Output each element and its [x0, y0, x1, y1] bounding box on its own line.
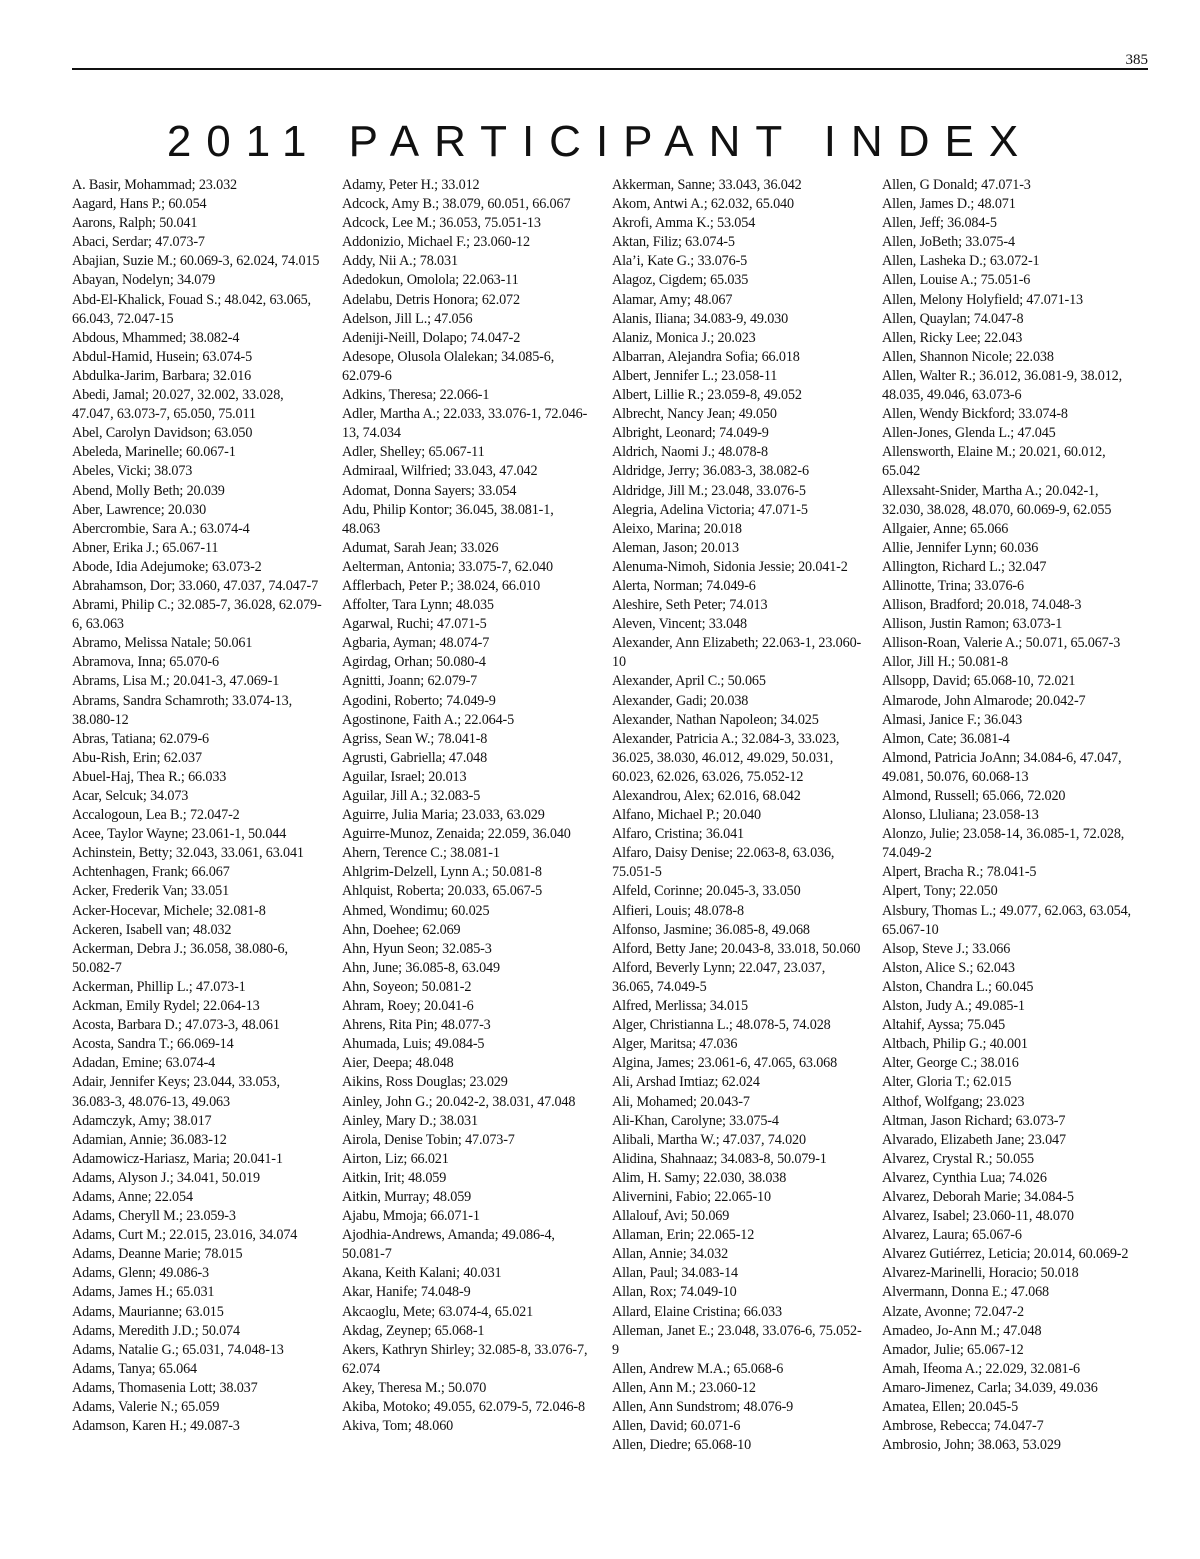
index-entry: Alenuma-Nimoh, Sidonia Jessie; 20.041-2 [612, 558, 848, 575]
index-entry: Akar, Hanife; 74.048-9 [342, 1284, 471, 1301]
index-entry: Aikins, Ross Douglas; 23.029 [342, 1074, 508, 1091]
index-entry: Alexander, Nathan Napoleon; 34.025 [612, 711, 819, 728]
index-entry: Alonso, Lluliana; 23.058-13 [882, 807, 1039, 824]
index-entry: Abode, Idia Adejumoke; 63.073-2 [72, 558, 262, 575]
index-entry: Akdag, Zeynep; 65.068-1 [342, 1322, 485, 1339]
index-entry: A. Basir, Mohammad; 23.032 [72, 177, 237, 193]
index-entry: Alvarez, Deborah Marie; 34.084-5 [882, 1188, 1074, 1205]
index-entry: Akrofi, Amma K.; 53.054 [612, 215, 756, 232]
index-entry: Abu-Rish, Erin; 62.037 [72, 749, 202, 766]
index-entry: Alvarez, Isabel; 23.060-11, 48.070 [882, 1208, 1074, 1225]
index-entry: Ahlgrim-Delzell, Lynn A.; 50.081-8 [342, 864, 542, 881]
index-entry: Allalouf, Avi; 50.069 [612, 1208, 730, 1225]
index-entry: Alexander, Gadi; 20.038 [612, 692, 749, 709]
index-entry: Allen, G Donald; 47.071-3 [882, 177, 1031, 193]
header-rule [72, 68, 1148, 70]
index-entry: Allan, Paul; 34.083-14 [612, 1265, 738, 1282]
index-entry: Aier, Deepa; 48.048 [342, 1055, 454, 1072]
index-column-1 [72, 176, 324, 1436]
index-entry: Abrams, Sandra Schamroth; 33.074-13, 38.080-12 [72, 692, 292, 728]
index-entry: Altman, Jason Richard; 63.073-7 [882, 1112, 1066, 1129]
index-entry: Alter, George C.; 38.016 [882, 1055, 1019, 1072]
index-entry: Alleman, Janet E.; 23.048, 33.076-6, 75.052-9 [612, 1322, 862, 1358]
index-entry: Alger, Maritsa; 47.036 [612, 1036, 738, 1053]
index-columns [72, 176, 1172, 1546]
index-entry: Almasi, Janice F.; 36.043 [882, 711, 1023, 728]
index-entry: Alaniz, Monica J.; 20.023 [612, 329, 756, 346]
index-entry: Akiba, Motoko; 49.055, 62.079-5, 72.046-8 [342, 1399, 585, 1415]
index-entry: Aguilar, Israel; 20.013 [342, 768, 467, 785]
index-entry: Adamowicz-Hariasz, Maria; 20.041-1 [72, 1150, 283, 1167]
index-entry: Alsbury, Thomas L.; 49.077, 62.063, 63.054, 65.067-10 [882, 902, 1131, 938]
index-entry: Adams, Deanne Marie; 78.015 [72, 1246, 243, 1263]
index-entry: Allen, Ann Sundstrom; 48.076-9 [612, 1399, 794, 1415]
index-entry: Alanis, Iliana; 34.083-9, 49.030 [612, 310, 789, 327]
index-entry: Airola, Denise Tobin; 47.073-7 [342, 1131, 515, 1148]
index-entry: Alpert, Tony; 22.050 [882, 883, 998, 900]
index-entry: Adams, Cheryll M.; 23.059-3 [72, 1208, 236, 1225]
index-entry: Adumat, Sarah Jean; 33.026 [342, 539, 499, 556]
index-entry: Ali, Mohamed; 20.043-7 [612, 1093, 750, 1110]
index-entry: Allison-Roan, Valerie A.; 50.071, 65.067-3 [882, 635, 1121, 652]
index-entry: Alfano, Michael P.; 20.040 [612, 807, 761, 824]
index-entry: Allard, Elaine Cristina; 66.033 [612, 1303, 782, 1320]
index-entry: Adamy, Peter H.; 33.012 [342, 177, 480, 193]
index-entry: Agodini, Roberto; 74.049-9 [342, 692, 496, 709]
index-entry: Ajabu, Mmoja; 66.071-1 [342, 1208, 480, 1225]
index-entry: Adu, Philip Kontor; 36.045, 38.081-1, 48.063 [342, 501, 554, 537]
index-entry: Abayan, Nodelyn; 34.079 [72, 272, 216, 289]
index-entry: Albrecht, Nancy Jean; 49.050 [612, 406, 777, 423]
index-entry: Allan, Rox; 74.049-10 [612, 1284, 737, 1301]
index-entry: Acosta, Sandra T.; 66.069-14 [72, 1036, 234, 1053]
index-entry: Adler, Martha A.; 22.033, 33.076-1, 72.046-13, 74.034 [342, 406, 588, 442]
index-entry: Alston, Chandra L.; 60.045 [882, 978, 1034, 995]
index-entry: Allen, Diedre; 65.068-10 [612, 1437, 752, 1454]
index-entry: Allaman, Erin; 22.065-12 [612, 1227, 755, 1244]
index-entry: Abaci, Serdar; 47.073-7 [72, 234, 205, 251]
index-entry: Allison, Bradford; 20.018, 74.048-3 [882, 597, 1082, 614]
index-entry: Allen, Ricky Lee; 22.043 [882, 329, 1023, 346]
index-entry: Allington, Richard L.; 32.047 [882, 558, 1047, 575]
index-entry: Allsopp, David; 65.068-10, 72.021 [882, 673, 1076, 690]
index-entry: Alvarez Gutiérrez, Leticia; 20.014, 60.069-2 [882, 1246, 1129, 1263]
index-entry: Abuel-Haj, Thea R.; 66.033 [72, 768, 227, 785]
index-entry: Allen, James D.; 48.071 [882, 196, 1016, 213]
index-entry: Alidina, Shahnaaz; 34.083-8, 50.079-1 [612, 1150, 827, 1167]
index-entry: Allexsaht-Snider, Martha A.; 20.042-1, 32.030, 38.028, 48.070, 60.069-9, 62.055 [882, 482, 1112, 518]
index-entry: Abramova, Inna; 65.070-6 [72, 654, 219, 671]
index-entry: Alford, Beverly Lynn; 22.047, 23.037, 36.065, 74.049-5 [612, 959, 826, 995]
index-entry: Albright, Leonard; 74.049-9 [612, 425, 769, 442]
index-entry: Albert, Lillie R.; 23.059-8, 49.052 [612, 387, 802, 404]
index-entry: Ainley, John G.; 20.042-2, 38.031, 47.048 [342, 1093, 576, 1110]
index-entry: Akkerman, Sanne; 33.043, 36.042 [612, 177, 802, 193]
index-entry: Adkins, Theresa; 22.066-1 [342, 387, 490, 404]
index-entry: Abend, Molly Beth; 20.039 [72, 482, 225, 499]
index-entry: Allen, Wendy Bickford; 33.074-8 [882, 406, 1068, 423]
index-entry: Adams, Glenn; 49.086-3 [72, 1265, 209, 1282]
index-entry: Adesope, Olusola Olalekan; 34.085-6, 62.079-6 [342, 348, 555, 384]
index-entry: Albert, Jennifer L.; 23.058-11 [612, 367, 778, 384]
index-entry: Allie, Jennifer Lynn; 60.036 [882, 539, 1039, 556]
index-entry: Adams, Alyson J.; 34.041, 50.019 [72, 1169, 260, 1186]
index-entry: Aktan, Filiz; 63.074-5 [612, 234, 735, 251]
index-entry: Ali-Khan, Carolyne; 33.075-4 [612, 1112, 779, 1129]
index-entry: Alamar, Amy; 48.067 [612, 291, 733, 308]
index-entry: Adcock, Lee M.; 36.053, 75.051-13 [342, 215, 541, 232]
index-entry: Aldridge, Jerry; 36.083-3, 38.082-6 [612, 463, 809, 480]
index-entry: Allen, Walter R.; 36.012, 36.081-9, 38.012, 48.035, 49.046, 63.073-6 [882, 367, 1123, 404]
index-entry: Adair, Jennifer Keys; 23.044, 33.053, 36.083-3, 48.076-13, 49.063 [72, 1074, 280, 1110]
index-entry: Alzate, Avonne; 72.047-2 [882, 1303, 1024, 1320]
index-entry: Amah, Ifeoma A.; 22.029, 32.081-6 [882, 1360, 1080, 1377]
index-entry: Allinotte, Trina; 33.076-6 [882, 577, 1024, 594]
index-entry: Adams, Natalie G.; 65.031, 74.048-13 [72, 1341, 284, 1358]
index-entry: Admiraal, Wilfried; 33.043, 47.042 [342, 463, 538, 480]
index-entry: Ahrens, Rita Pin; 48.077-3 [342, 1017, 491, 1034]
index-entry: Allgaier, Anne; 65.066 [882, 520, 1009, 537]
index-entry: Adamczyk, Amy; 38.017 [72, 1112, 212, 1129]
index-entry: Abdulka-Jarim, Barbara; 32.016 [72, 367, 252, 384]
index-entry: Acosta, Barbara D.; 47.073-3, 48.061 [72, 1017, 280, 1034]
index-entry: Abedi, Jamal; 20.027, 32.002, 33.028, 47.047, 63.073-7, 65.050, 75.011 [72, 387, 284, 423]
index-entry: Alford, Betty Jane; 20.043-8, 33.018, 50.060 [612, 940, 861, 957]
index-entry: Abercrombie, Sara A.; 63.074-4 [72, 520, 250, 537]
index-entry: Alsop, Steve J.; 33.066 [882, 940, 1011, 957]
index-entry: Allen-Jones, Glenda L.; 47.045 [882, 425, 1056, 442]
index-entry: Agnitti, Joann; 62.079-7 [342, 673, 478, 690]
index-entry: Alston, Alice S.; 62.043 [882, 959, 1015, 976]
index-entry: Abd-El-Khalick, Fouad S.; 48.042, 63.065, 66.043, 72.047-15 [72, 291, 311, 327]
index-entry: Agirdag, Orhan; 50.080-4 [342, 654, 486, 671]
index-entry: Ahumada, Luis; 49.084-5 [342, 1036, 485, 1053]
index-entry: Aleshire, Seth Peter; 74.013 [612, 597, 768, 614]
index-entry: Aldrich, Naomi J.; 48.078-8 [612, 444, 768, 461]
index-entry: Alfaro, Daisy Denise; 22.063-8, 63.036, 75.051-5 [612, 845, 835, 881]
index-column-4 [882, 176, 1134, 1455]
index-entry: Ackeren, Isabell van; 48.032 [72, 921, 232, 938]
index-entry: Agbaria, Ayman; 48.074-7 [342, 635, 490, 652]
index-entry: Alfeld, Corinne; 20.045-3, 33.050 [612, 883, 801, 900]
index-entry: Aelterman, Antonia; 33.075-7, 62.040 [342, 558, 553, 575]
index-entry: Adelabu, Detris Honora; 62.072 [342, 291, 520, 308]
index-entry: Algina, James; 23.061-6, 47.065, 63.068 [612, 1055, 838, 1072]
index-entry: Alexandrou, Alex; 62.016, 68.042 [612, 788, 801, 804]
index-entry: Aagard, Hans P.; 60.054 [72, 196, 207, 213]
index-entry: Akiva, Tom; 48.060 [342, 1418, 454, 1435]
index-entry: Adams, Maurianne; 63.015 [72, 1303, 224, 1320]
index-entry: Accalogoun, Lea B.; 72.047-2 [72, 807, 240, 824]
index-entry: Acee, Taylor Wayne; 23.061-1, 50.044 [72, 826, 287, 843]
index-entry: Alvarez-Marinelli, Horacio; 50.018 [882, 1265, 1079, 1282]
index-entry: Abajian, Suzie M.; 60.069-3, 62.024, 74.015 [72, 253, 320, 270]
index-entry: Affolter, Tara Lynn; 48.035 [342, 597, 494, 614]
index-entry: Allen, Quaylan; 74.047-8 [882, 310, 1024, 327]
index-entry: Alexander, April C.; 50.065 [612, 673, 766, 690]
index-entry: Althof, Wolfgang; 23.023 [882, 1093, 1025, 1110]
index-entry: Almond, Patricia JoAnn; 34.084-6, 47.047, 49.081, 50.076, 60.068-13 [882, 749, 1122, 785]
index-entry: Acker, Frederik Van; 33.051 [72, 883, 230, 900]
index-entry: Alegria, Adelina Victoria; 47.071-5 [612, 501, 808, 518]
index-entry: Adams, Anne; 22.054 [72, 1188, 193, 1205]
index-entry: Ackerman, Phillip L.; 47.073-1 [72, 978, 246, 995]
index-entry: Alim, H. Samy; 22.030, 38.038 [612, 1169, 787, 1186]
index-entry: Ambrose, Rebecca; 74.047-7 [882, 1418, 1044, 1435]
index-entry: Ahmed, Wondimu; 60.025 [342, 902, 490, 919]
index-entry: Ahram, Roey; 20.041-6 [342, 998, 474, 1015]
index-entry: Alvermann, Donna E.; 47.068 [882, 1284, 1049, 1301]
index-entry: Ambrosio, John; 38.063, 53.029 [882, 1437, 1061, 1454]
index-entry: Akers, Kathryn Shirley; 32.085-8, 33.076-7, 62.074 [342, 1341, 588, 1377]
index-entry: Alston, Judy A.; 49.085-1 [882, 998, 1025, 1015]
index-entry: Aguirre, Julia Maria; 23.033, 63.029 [342, 807, 545, 824]
index-entry: Addy, Nii A.; 78.031 [342, 253, 458, 270]
index-entry: Alger, Christianna L.; 48.078-5, 74.028 [612, 1017, 831, 1034]
index-entry: Alerta, Norman; 74.049-6 [612, 577, 756, 594]
index-entry: Almond, Russell; 65.066, 72.020 [882, 788, 1066, 804]
index-entry: Acker-Hocevar, Michele; 32.081-8 [72, 902, 266, 919]
index-entry: Achinstein, Betty; 32.043, 33.061, 63.041 [72, 845, 304, 862]
index-entry: Allen, Lasheka D.; 63.072-1 [882, 253, 1040, 270]
index-entry: Adedokun, Omolola; 22.063-11 [342, 272, 519, 289]
index-entry: Airton, Liz; 66.021 [342, 1150, 449, 1167]
index-entry: Ali, Arshad Imtiaz; 62.024 [612, 1074, 760, 1091]
index-entry: Addonizio, Michael F.; 23.060-12 [342, 234, 530, 251]
index-entry: Altbach, Philip G.; 40.001 [882, 1036, 1028, 1053]
index-entry: Adams, Thomasenia Lott; 38.037 [72, 1379, 258, 1396]
index-entry: Alpert, Bracha R.; 78.041-5 [882, 864, 1037, 881]
index-entry: Agriss, Sean W.; 78.041-8 [342, 730, 488, 747]
index-entry: Allen, Louise A.; 75.051-6 [882, 272, 1031, 289]
index-entry: Achtenhagen, Frank; 66.067 [72, 864, 230, 881]
index-entry: Alvarez, Laura; 65.067-6 [882, 1227, 1022, 1244]
index-entry: Alvarez, Cynthia Lua; 74.026 [882, 1169, 1047, 1186]
index-entry: Ahn, Doehee; 62.069 [342, 921, 461, 938]
index-entry: Abrams, Lisa M.; 20.041-3, 47.069-1 [72, 673, 280, 690]
index-entry: Agostinone, Faith A.; 22.064-5 [342, 711, 515, 728]
index-entry: Akana, Keith Kalani; 40.031 [342, 1265, 502, 1282]
index-entry: Agrusti, Gabriella; 47.048 [342, 749, 488, 766]
page-title: 2011 PARTICIPANT INDEX [166, 117, 1034, 167]
index-entry: Adcock, Amy B.; 38.079, 60.051, 66.067 [342, 196, 571, 213]
index-entry: Alfieri, Louis; 48.078-8 [612, 902, 744, 919]
index-entry: Amador, Julie; 65.067-12 [882, 1341, 1024, 1358]
index-column-3 [612, 176, 864, 1455]
index-column-2 [342, 176, 594, 1436]
index-entry: Alibali, Martha W.; 47.037, 74.020 [612, 1131, 806, 1148]
index-entry: Almon, Cate; 36.081-4 [882, 730, 1010, 747]
index-entry: Alonzo, Julie; 23.058-14, 36.085-1, 72.028, 74.049-2 [882, 826, 1125, 862]
index-entry: Alexander, Patricia A.; 32.084-3, 33.023, 36.025, 38.030, 46.012, 49.029, 50.031, 60.023, 62.026, 63.026, 75.052-12 [612, 730, 840, 785]
index-entry: Allor, Jill H.; 50.081-8 [882, 654, 1008, 671]
index-entry: Ajodhia-Andrews, Amanda; 49.086-4, 50.081-7 [342, 1227, 555, 1263]
index-entry: Adams, Tanya; 65.064 [72, 1360, 197, 1377]
index-entry: Amadeo, Jo-Ann M.; 47.048 [882, 1322, 1042, 1339]
index-entry: Allen, JoBeth; 33.075-4 [882, 234, 1015, 251]
index-entry: Allen, Ann M.; 23.060-12 [612, 1379, 756, 1396]
index-entry: Abdul-Hamid, Husein; 63.074-5 [72, 348, 253, 365]
index-entry: Abeleda, Marinelle; 60.067-1 [72, 444, 236, 461]
index-entry: Ahlquist, Roberta; 20.033, 65.067-5 [342, 883, 543, 900]
index-entry: Alfonso, Jasmine; 36.085-8, 49.068 [612, 921, 810, 938]
index-entry: Akey, Theresa M.; 50.070 [342, 1379, 487, 1396]
index-entry: Adeniji-Neill, Dolapo; 74.047-2 [342, 329, 521, 346]
index-entry: Adadan, Emine; 63.074-4 [72, 1055, 216, 1072]
index-entry: Adler, Shelley; 65.067-11 [342, 444, 485, 461]
index-entry: Allen, Jeff; 36.084-5 [882, 215, 997, 232]
index-entry: Acar, Selcuk; 34.073 [72, 788, 189, 804]
index-entry: Aitkin, Murray; 48.059 [342, 1188, 472, 1205]
index-entry: Alfred, Merlissa; 34.015 [612, 998, 748, 1015]
index-entry: Alvarado, Elizabeth Jane; 23.047 [882, 1131, 1066, 1148]
index-entry: Adams, Curt M.; 22.015, 23.016, 34.074 [72, 1227, 298, 1244]
index-entry: Amatea, Ellen; 20.045-5 [882, 1399, 1019, 1415]
index-entry: Allen, David; 60.071-6 [612, 1418, 741, 1435]
index-entry: Afflerbach, Peter P.; 38.024, 66.010 [342, 577, 541, 594]
index-entry: Alter, Gloria T.; 62.015 [882, 1074, 1012, 1091]
index-entry: Abras, Tatiana; 62.079-6 [72, 730, 209, 747]
index-entry: Alfaro, Cristina; 36.041 [612, 826, 744, 843]
index-entry: Alivernini, Fabio; 22.065-10 [612, 1188, 771, 1205]
index-entry: Abel, Carolyn Davidson; 63.050 [72, 425, 253, 442]
index-entry: Adams, Valerie N.; 65.059 [72, 1399, 220, 1415]
index-entry: Alagoz, Cigdem; 65.035 [612, 272, 749, 289]
index-entry: Agarwal, Ruchi; 47.071-5 [342, 616, 487, 633]
index-entry: Ahn, Soyeon; 50.081-2 [342, 978, 472, 995]
index-entry: Altahif, Ayssa; 75.045 [882, 1017, 1006, 1034]
index-entry: Aber, Lawrence; 20.030 [72, 501, 207, 518]
index-entry: Allen, Melony Holyfield; 47.071-13 [882, 291, 1083, 308]
index-entry: Aldridge, Jill M.; 23.048, 33.076-5 [612, 482, 806, 499]
index-entry: Aguirre-Munoz, Zenaida; 22.059, 36.040 [342, 826, 571, 843]
index-entry: Abramo, Melissa Natale; 50.061 [72, 635, 253, 652]
index-entry: Adelson, Jill L.; 47.056 [342, 310, 473, 327]
index-entry: Almarode, John Almarode; 20.042-7 [882, 692, 1086, 709]
index-entry: Allen, Andrew M.A.; 65.068-6 [612, 1360, 784, 1377]
index-entry: Allan, Annie; 34.032 [612, 1246, 729, 1263]
index-entry: Allensworth, Elaine M.; 20.021, 60.012, 65.042 [882, 444, 1106, 480]
index-entry: Adomat, Donna Sayers; 33.054 [342, 482, 517, 499]
index-entry: Abrami, Philip C.; 32.085-7, 36.028, 62.079-6, 63.063 [72, 597, 322, 633]
index-entry: Ahern, Terence C.; 38.081-1 [342, 845, 500, 862]
index-entry: Akom, Antwi A.; 62.032, 65.040 [612, 196, 794, 213]
index-entry: Aguilar, Jill A.; 32.083-5 [342, 788, 481, 804]
index-entry: Allen, Shannon Nicole; 22.038 [882, 348, 1054, 365]
index-entry: Adams, James H.; 65.031 [72, 1284, 215, 1301]
index-entry: Amaro-Jimenez, Carla; 34.039, 49.036 [882, 1379, 1098, 1396]
index-entry: Ala’i, Kate G.; 33.076-5 [612, 253, 748, 270]
index-entry: Abeles, Vicki; 38.073 [72, 463, 193, 480]
index-entry: Adamson, Karen H.; 49.087-3 [72, 1418, 240, 1435]
index-entry: Aleixo, Marina; 20.018 [612, 520, 742, 537]
index-entry: Abdous, Mhammed; 38.082-4 [72, 329, 240, 346]
index-entry: Alvarez, Crystal R.; 50.055 [882, 1150, 1034, 1167]
index-entry: Adams, Meredith J.D.; 50.074 [72, 1322, 241, 1339]
index-entry: Aleven, Vincent; 33.048 [612, 616, 747, 633]
index-entry: Aarons, Ralph; 50.041 [72, 215, 198, 232]
index-entry: Ainley, Mary D.; 38.031 [342, 1112, 478, 1129]
index-entry: Ackman, Emily Rydel; 22.064-13 [72, 998, 260, 1015]
page-number: 385 [1125, 52, 1148, 68]
index-entry: Abrahamson, Dor; 33.060, 47.037, 74.047-7 [72, 577, 319, 594]
index-entry: Albarran, Alejandra Sofia; 66.018 [612, 348, 800, 365]
index-entry: Ahn, June; 36.085-8, 63.049 [342, 959, 500, 976]
index-entry: Ahn, Hyun Seon; 32.085-3 [342, 940, 492, 957]
index-entry: Abner, Erika J.; 65.067-11 [72, 539, 219, 556]
index-entry: Allison, Justin Ramon; 63.073-1 [882, 616, 1063, 633]
index-entry: Akcaoglu, Mete; 63.074-4, 65.021 [342, 1303, 534, 1320]
index-entry: Aleman, Jason; 20.013 [612, 539, 739, 556]
index-entry: Alexander, Ann Elizabeth; 22.063-1, 23.060-10 [612, 635, 862, 671]
index-entry: Aitkin, Irit; 48.059 [342, 1169, 447, 1186]
index-entry: Adamian, Annie; 36.083-12 [72, 1131, 227, 1148]
index-entry: Ackerman, Debra J.; 36.058, 38.080-6, 50.082-7 [72, 940, 288, 976]
